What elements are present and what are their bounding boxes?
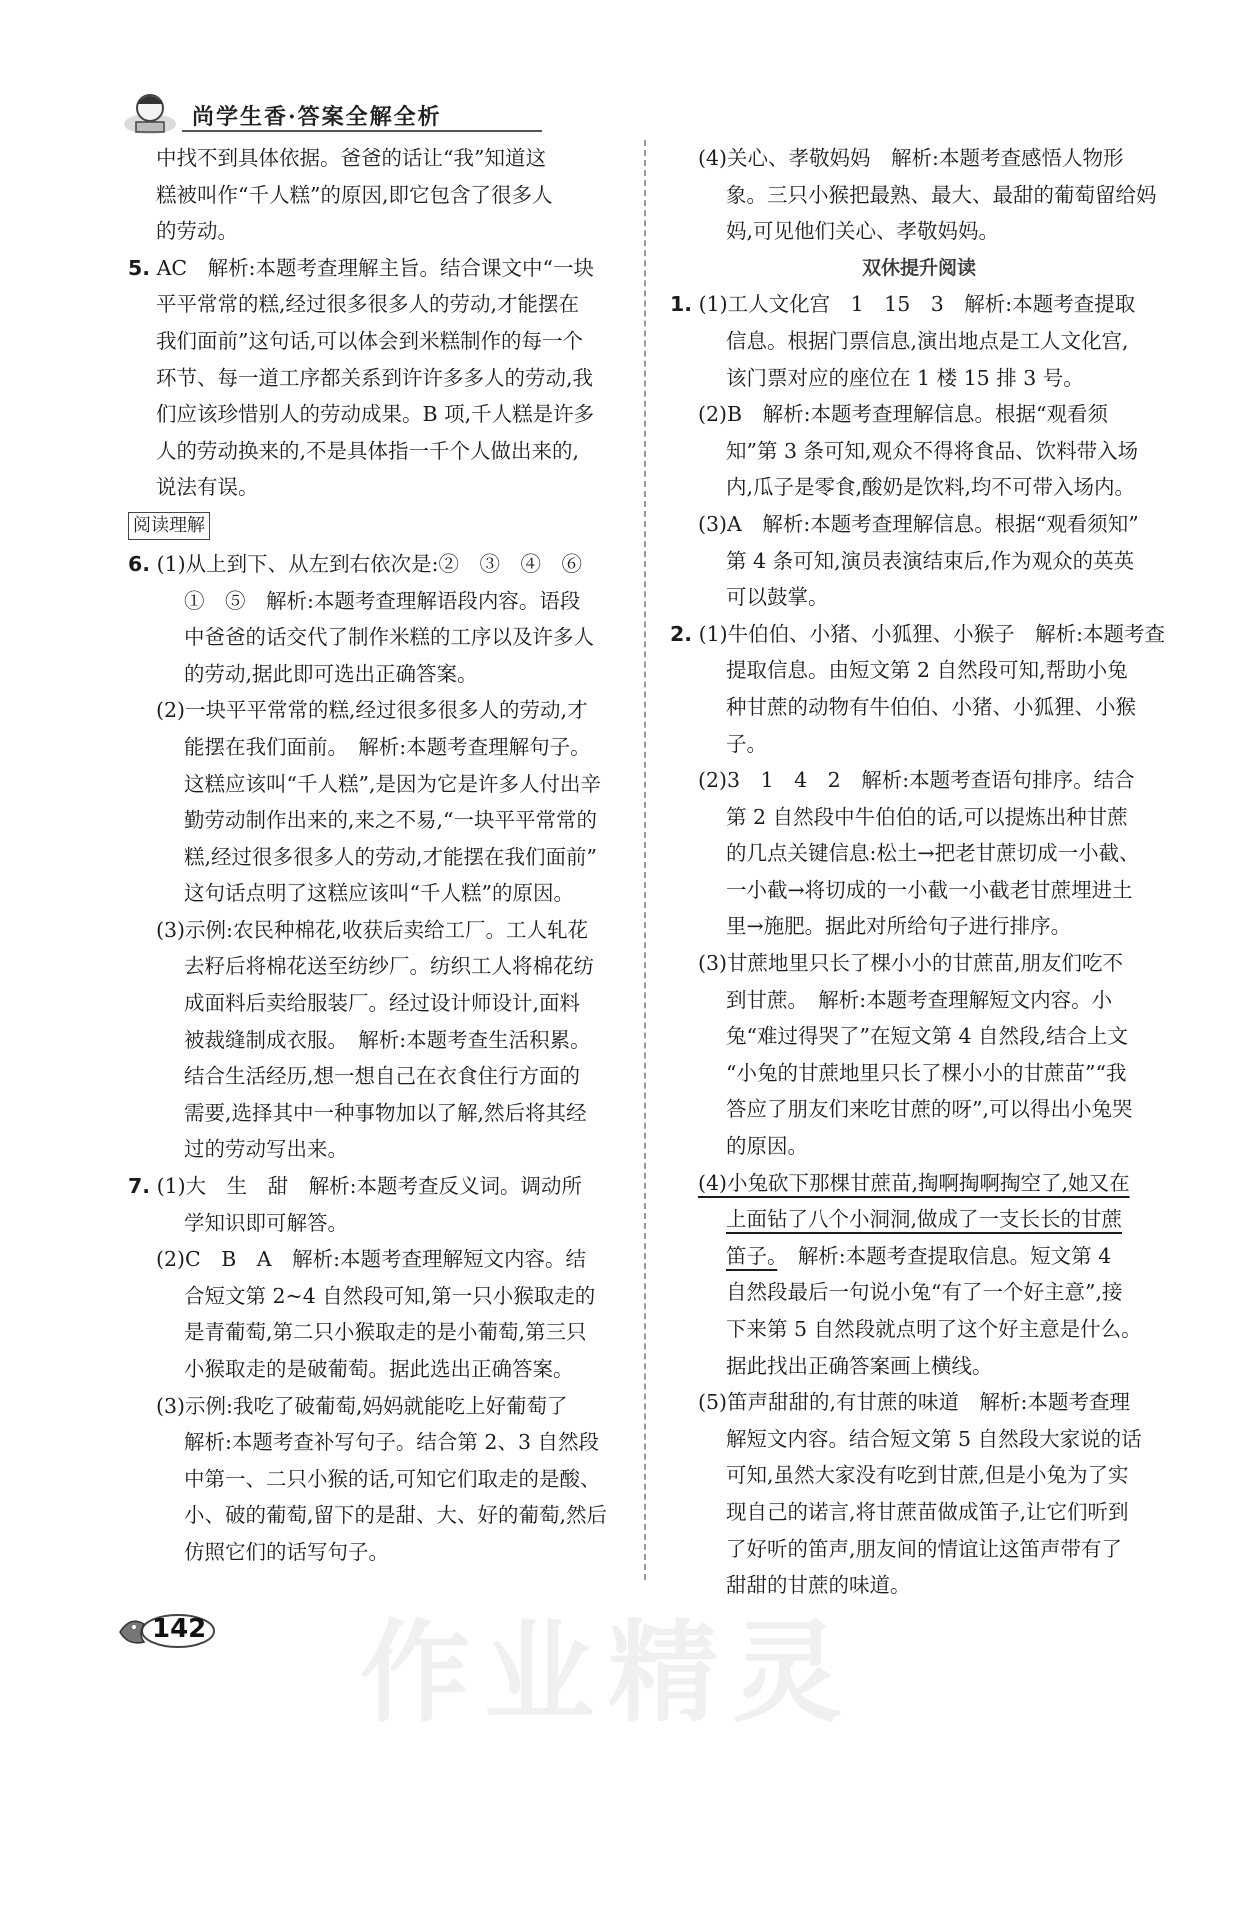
text-line: 种甘蔗的动物有牛伯伯、小猪、小狐狸、小猴子。 [726,694,1136,756]
left-column [128,140,626,1571]
text-line: 去籽后将棉花送至纺纱厂。纺织工人将棉花纺 [184,954,594,979]
text-line: 解短文内容。结合短文第 5 自然段大家说的话 [726,1426,1142,1451]
text-line: 一小截→将切成的一小截一小截老甘蔗埋进土 [726,877,1133,902]
text-line: “小兔的甘蔗地里只长了棵小小的甘蔗苗”“我 [726,1060,1127,1085]
text-line: 是青葡萄,第二只小猴取走的是小葡萄,第三只 [184,1320,587,1345]
text-line: 说法有误。 [156,475,259,500]
text-line: 的劳动。 [156,219,238,244]
continued-paragraph [128,140,626,250]
text-line: 信息。根据门票信息,演出地点是工人文化宫, [726,328,1129,353]
question-number: 1. [670,292,693,317]
text-line: 现自己的诺言,将甘蔗苗做成笛子,让它们听到 [726,1499,1129,1524]
question-number: 2. [670,621,693,646]
text-line: 勤劳动制作出来的,来之不易,“一块平平常常的 [184,808,598,833]
text-line: (3)示例:农民种棉花,收获后卖给工厂。工人轧花 [156,917,588,942]
text-line: (1)牛伯伯、小猪、小狐狸、小猴子 解析:本题考查 [698,621,1166,646]
text-line: (4)关心、孝敬妈妈 解析:本题考查感悟人物形 [698,146,1124,170]
answer-5 [128,250,626,506]
text-line: 的几点关键信息:松土→把老甘蔗切成一小截、 [726,841,1140,866]
text-line: 可知,虽然大家没有吃到甘蔗,但是小兔为了实 [726,1463,1129,1488]
text-line: 小、破的葡萄,留下的是甜、大、好的葡萄,然后 [184,1503,608,1528]
answer-r1 [670,286,1168,615]
text-line: 学知识即可解答。 [184,1210,348,1235]
text-line: (2)B 解析:本题考查理解信息。根据“观看须 [698,402,1108,427]
text-line: AC 解析:本题考查理解主旨。结合课文中“一块 [156,255,594,280]
text-line: 自然段最后一句说小兔“有了一个好主意”,接 [726,1280,1123,1305]
text-line: 了好听的笛声,朋友间的情谊让这笛声带有了 [726,1536,1123,1561]
page-number: 142 [152,1614,207,1644]
text-line: 糕,经过很多很多人的劳动,才能摆在我们面前” [184,844,598,869]
text-line: 糕被叫作“千人糕”的原因,即它包含了很多人 [156,182,553,207]
text-line: ① ⑤ 解析:本题考查理解语段内容。语段 [184,588,581,613]
text-line: 到甘蔗。 解析:本题考查理解短文内容。小 [726,987,1113,1012]
text-line: 结合生活经历,想一想自己在衣食住行方面的 [184,1064,581,1089]
text-line: 可以鼓掌。 [726,585,829,610]
text-line: (3)甘蔗地里只长了棵小小的甘蔗苗,朋友们吃不 [698,951,1124,976]
text-line: 妈,可见他们关心、孝敬妈妈。 [726,219,1000,244]
column-divider [644,140,646,1580]
text-line: 第 4 条可知,演员表演结束后,作为观众的英英 [726,548,1135,573]
question-number: 5. [128,255,151,280]
text-line: (2)C B A 解析:本题考查理解短文内容。结 [156,1247,586,1272]
text-line: 环节、每一道工序都关系到许许多多人的劳动,我 [156,365,594,390]
text-line: (1)工人文化宫 1 15 3 解析:本题考查提取 [698,292,1136,317]
text-line: 中爸爸的话交代了制作米糕的工序以及许多人 [184,625,594,650]
text-line: 提取信息。由短文第 2 自然段可知,帮助小兔 [726,658,1128,683]
underlined-answer: 笛子。 [726,1243,778,1268]
text-line: (3)A 解析:本题考查理解信息。根据“观看须知” [698,511,1139,536]
text-line: (2)3 1 4 2 解析:本题考查语句排序。结合 [698,768,1135,793]
text-line: 们应该珍惜别人的劳动成果。B 项,千人糕是许多 [156,402,595,427]
text-line: 解析:本题考查提取信息。短文第 4 [797,1243,1112,1268]
text-line: 能摆在我们面前。 解析:本题考查理解句子。 [184,734,591,759]
answer-prev-4 [670,140,1168,250]
text-line: 解析:本题考查补写句子。结合第 2、3 自然段 [184,1430,600,1455]
text-line: 这糕应该叫“千人糕”,是因为它是许多人付出辛 [184,771,601,796]
text-line: (1)大 生 甜 解析:本题考查反义词。调动所 [156,1174,583,1199]
text-line: 我们面前”这句话,可以体会到米糕制作的每一个 [156,328,583,353]
text-line: 据此找出正确答案画上横线。 [726,1353,993,1378]
text-line: 象。三只小猴把最熟、最大、最甜的葡萄留给妈 [726,182,1157,207]
text-line: 合短文第 2~4 自然段可知,第一只小猴取走的 [184,1283,596,1308]
text-line: 中找不到具体依据。爸爸的话让“我”知道这 [156,146,546,170]
text-line: 需要,选择其中一种事物加以了解,然后将其经 [184,1100,587,1125]
text-line: 知”第 3 条可知,观众不得将食品、饮料带入场 [726,438,1139,463]
watermark: 作业精灵 [360,1609,856,1737]
answer-6 [128,546,626,1168]
page-number-badge [116,1612,216,1650]
answer-7 [128,1168,626,1571]
text-line: 答应了朋友们来吃甘蔗的呀”,可以得出小兔哭 [726,1097,1133,1122]
text-line: 人的劳动换来的,不是具体指一千个人做出来的, [156,438,580,463]
text-line: (1)从上到下、从左到右依次是:② ③ ④ ⑥ [156,551,583,576]
text-line: 小猴取走的是破葡萄。据此选出正确答案。 [184,1357,574,1381]
right-column [670,140,1168,1604]
text-line: 成面料后卖给服装厂。经过设计师设计,面料 [184,991,581,1016]
header-title: 尚学生香·答案全解全析 [192,104,442,130]
underlined-answer: 上面钻了八个小洞洞,做成了一支长长的甘蔗 [726,1207,1123,1232]
text-line: 下来第 5 自然段就点明了这个好主意是什么。 [726,1317,1142,1341]
text-line: 甜甜的甘蔗的味道。 [726,1573,911,1598]
text-line: 过的劳动写出来。 [184,1137,348,1162]
text-line: 内,瓜子是零食,酸奶是饮料,均不可带入场内。 [726,475,1136,500]
section-label-reading: 阅读理解 [128,512,210,540]
text-line: 平平常常的糕,经过很多很多人的劳动,才能摆在 [156,292,580,317]
text-line: 里→施肥。据此对所给句子进行排序。 [726,914,1072,939]
section-title-weekend-reading: 双休提升阅读 [861,256,976,279]
text-line: 该门票对应的座位在 1 楼 15 排 3 号。 [726,365,1084,390]
underlined-answer: (4)小兔砍下那棵甘蔗苗,掏啊掏啊掏空了,她又在 [698,1170,1130,1195]
header-rule [182,130,542,132]
text-line: 被裁缝制成衣服。 解析:本题考查生活积累。 [184,1027,591,1052]
text-line: 的原因。 [726,1134,808,1159]
text-line: (3)示例:我吃了破葡萄,妈妈就能吃上好葡萄了 [156,1393,568,1418]
text-line: 兔“难过得哭了”在短文第 4 自然段,结合上文 [726,1024,1129,1049]
text-line: 中第一、二只小猴的话,可知它们取走的是酸、 [184,1466,601,1491]
student-mascot-icon [122,88,178,138]
text-line: 这句话点明了这糕应该叫“千人糕”的原因。 [184,881,574,906]
question-number: 6. [128,551,151,576]
answer-r2 [670,616,1168,1604]
text-line: 第 2 自然段中牛伯伯的话,可以提炼出种甘蔗 [726,804,1128,829]
text-line: 仿照它们的话写句子。 [184,1539,389,1564]
text-line: (2)一块平平常常的糕,经过很多很多人的劳动,才 [156,698,588,723]
question-number: 7. [128,1174,151,1199]
text-line: 的劳动,据此即可选出正确答案。 [184,661,478,686]
page-header [122,88,522,140]
text-line: (5)笛声甜甜的,有甘蔗的味道 解析:本题考查理 [698,1390,1130,1415]
